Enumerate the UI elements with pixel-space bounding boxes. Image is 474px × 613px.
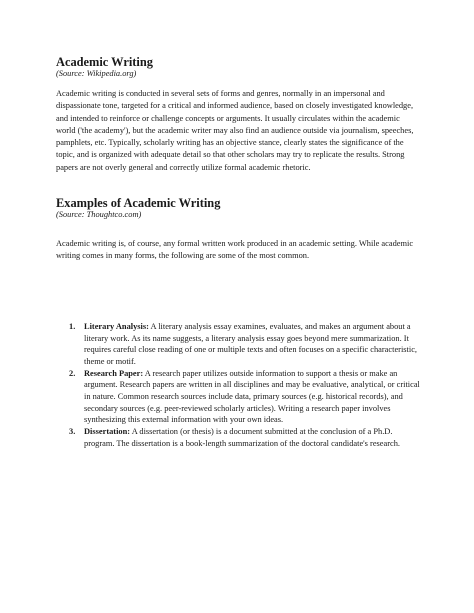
examples-intro-paragraph: Academic writing is, of course, any formal written work produced in an academic setting. While academic writing comes in many forms, the following are some of the most common. xyxy=(56,239,414,261)
section-source-wikipedia: (Source: Wikipedia.org) xyxy=(56,69,137,78)
section-title-academic-writing: Academic Writing xyxy=(56,55,153,69)
list-item-text: A research paper utilizes outside information to support a thesis or make an argument. Research papers are written in all disciplines and may be evaluative, analytical, or critical in nature. Common research sources include data, primary sources (e.g. historical records), and secondary sources (e.g. peer-reviewed scholarly articles). Writing a research paper involves synthesizing this external information with your own ideas. xyxy=(84,368,420,425)
examples-list xyxy=(69,321,420,450)
list-item-text: A dissertation (or thesis) is a document submitted at the conclusion of a Ph.D. program. The dissertation is a book-length summarization of the doctoral candidate's research. xyxy=(84,427,401,448)
list-item-number: 2. xyxy=(69,368,76,378)
list-item-number: 1. xyxy=(69,322,76,331)
list-item-literary-analysis xyxy=(69,321,420,367)
academic-writing-paragraph: Academic writing is conducted in several sets of forms and genres, normally in an impersonal and dispassionate tone, targeted for a critical and informed audience, based on closely investigated knowledge, and intended to reinforce or challenge concepts or arguments. It usually circulates within the academic world ('the academy'), but the academic writer may also find an audience outside via journalism, speeches, pamphlets, etc. Typically, scholarly writing has an objective stance, clearly states the significance of the topic, and is organized with adequate detail so that other scholars may try to replicate the results. Strong papers are not overly general and correctly utilize formal academic rhetoric. xyxy=(56,89,414,172)
list-item-text: A literary analysis essay examines, evaluates, and makes an argument about a literary work. As its name suggests, a literary analysis essay goes beyond mere summarization. It requires careful close reading of one or multiple texts and often focuses on a specific characteristic, theme or motif. xyxy=(84,322,418,366)
list-item-term: Research Paper: xyxy=(84,368,144,378)
list-item-number: 3. xyxy=(69,427,76,437)
list-item-term: Dissertation: xyxy=(84,427,131,437)
list-item-research-paper xyxy=(69,368,420,426)
section-title-examples: Examples of Academic Writing xyxy=(56,196,221,210)
list-item-term: Literary Analysis: xyxy=(84,322,149,331)
list-item-dissertation xyxy=(69,426,420,449)
section-source-thoughtco: (Source: Thoughtco.com) xyxy=(56,210,142,219)
